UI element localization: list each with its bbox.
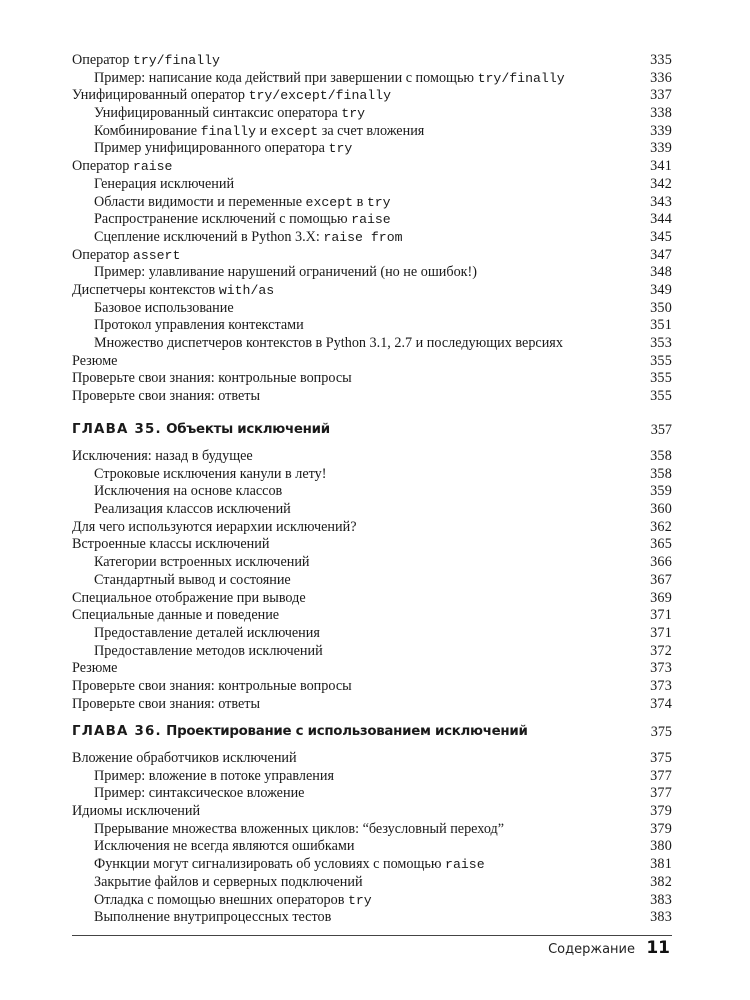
title-text: Унифицированный синтаксис оператора: [94, 105, 342, 122]
footer-section-label: Содержание: [548, 942, 635, 957]
title-text: Проверьте свои знания: ответы: [72, 695, 260, 712]
title-text: Категории встроенных исключений: [94, 554, 310, 571]
title-text: Закрытие файлов и серверных подключений: [94, 873, 363, 890]
code-keyword: try: [328, 141, 353, 157]
toc-page-number: 344: [650, 211, 672, 228]
toc-page-number: 336: [650, 69, 672, 86]
toc-page-number: 379: [650, 803, 672, 820]
toc-page-number: 343: [650, 193, 672, 210]
chapter-title: [72, 722, 528, 742]
title-text: Оператор: [72, 52, 133, 68]
toc-entry: [72, 536, 672, 554]
toc-page-number: 335: [650, 52, 672, 68]
title-text: Проверьте свои знания: контрольные вопросы: [72, 370, 352, 387]
toc-entry-title: [94, 821, 504, 839]
code-keyword: try: [347, 892, 372, 908]
toc-page-number: 372: [650, 642, 672, 659]
title-text: Базовое использование: [94, 299, 234, 316]
toc-entry-title: [94, 105, 365, 123]
title-text: Диспетчеры контекстов: [72, 281, 219, 298]
toc-entry-title: [94, 317, 304, 335]
toc-entry-title: [94, 874, 363, 892]
toc-page-number: 360: [650, 501, 672, 518]
title-text: за счет вложения: [318, 122, 425, 139]
toc-page-number: 345: [650, 228, 672, 245]
toc-subentry: [72, 229, 672, 247]
toc-entry-title: [72, 353, 117, 371]
code-keyword: try/finally: [132, 53, 220, 68]
toc-page-number: 367: [650, 571, 672, 588]
chapter-title-text: Объекты исключений: [166, 422, 330, 437]
toc-section-chapter-35: [72, 420, 672, 713]
title-text: Специальные данные и поведение: [72, 607, 280, 624]
chapter-heading: [72, 722, 672, 750]
title-text: Пример: написание кода действий при завершении с помощью: [94, 69, 478, 86]
toc-page-number: 374: [650, 695, 672, 712]
toc-section-1: [72, 52, 672, 406]
toc-subentry: [72, 70, 672, 88]
toc-page-number: 355: [650, 352, 672, 369]
toc-page-number: 350: [650, 299, 672, 316]
toc-subentry: [72, 643, 672, 661]
toc-page-number: 383: [650, 909, 672, 926]
toc-entry-title: [94, 264, 477, 282]
toc-entry-title: [94, 194, 391, 212]
title-text: Предоставление методов исключений: [94, 642, 323, 659]
title-text: Исключения не всегда являются ошибками: [94, 838, 355, 855]
title-text: Предоставление деталей исключения: [94, 624, 320, 641]
toc-page-number: 349: [650, 281, 672, 298]
toc-entry-title: [72, 370, 352, 388]
toc-page-number: 347: [650, 246, 672, 263]
title-text: Оператор: [72, 246, 133, 263]
toc-page-number: 380: [650, 838, 672, 855]
toc-entry-title: [94, 643, 323, 661]
toc-subentry: [72, 335, 672, 353]
toc-page-number: 355: [650, 388, 672, 405]
title-text: Функции могут сигнализировать об условиях с помощью: [94, 856, 446, 873]
toc-subentry: [72, 176, 672, 194]
toc-entry-title: [72, 448, 253, 466]
toc-entry: [72, 696, 672, 714]
toc-subentry: [72, 874, 672, 892]
toc-entry-title: [94, 625, 320, 643]
toc-subentry: [72, 909, 672, 927]
toc-entry-title: [94, 466, 327, 484]
title-text: Оператор: [72, 158, 133, 175]
toc-page-number: 382: [650, 873, 672, 890]
toc-page-number: 365: [650, 536, 672, 553]
footer-divider: [72, 935, 672, 936]
toc-entry: [72, 370, 672, 388]
title-text: Множество диспетчеров контекстов в Python 3.1, 2.7 и последующих версиях: [94, 335, 563, 351]
toc-page-number: 358: [650, 465, 672, 482]
title-text: Пример унифицированного оператора: [94, 140, 329, 157]
toc-entry-title: [94, 300, 234, 318]
toc-page-number: 348: [650, 264, 672, 281]
toc-subentry: [72, 821, 672, 839]
toc-page-number: 353: [650, 335, 672, 351]
toc-entry: [72, 519, 672, 537]
toc-entry-title: [94, 838, 354, 856]
toc-page-number: 383: [650, 891, 672, 908]
title-text: Строковые исключения канули в лету!: [94, 465, 327, 482]
title-text: Генерация исключений: [94, 175, 235, 192]
title-text: Реализация классов исключений: [94, 501, 291, 518]
toc-page-number: 358: [650, 448, 672, 464]
toc-entry: [72, 590, 672, 608]
title-text: Пример: улавливание нарушений ограничений (но не ошибок!): [94, 264, 477, 281]
toc-entry: [72, 750, 672, 768]
toc-page-number: 339: [650, 122, 672, 139]
toc-entry-title: [72, 696, 260, 714]
toc-entry-title: [72, 158, 172, 176]
toc-entry-title: [72, 282, 274, 300]
toc-entry: [72, 282, 672, 300]
toc-entry-title: [94, 483, 282, 501]
code-keyword: except: [270, 123, 319, 139]
toc-entry-title: [72, 519, 357, 537]
toc-entry-title: [94, 768, 334, 786]
chapter-prefix: ГЛАВА 36.: [72, 724, 162, 739]
toc-entry: [72, 353, 672, 371]
toc-page-number: 373: [650, 660, 672, 677]
toc-entry-title: [72, 536, 269, 554]
code-keyword: try/except/finally: [248, 88, 392, 104]
toc-page-number: 379: [650, 820, 672, 837]
toc-subentry: [72, 264, 672, 282]
toc-subentry: [72, 483, 672, 501]
code-keyword: assert: [132, 247, 181, 263]
toc-entry: [72, 803, 672, 821]
toc-entry-title: [94, 123, 424, 141]
toc-page-number: 375: [650, 750, 672, 766]
toc-entry-title: [94, 501, 291, 519]
code-keyword: raise from: [323, 229, 403, 245]
toc-entry-title: [72, 803, 200, 821]
toc-entry-title: [72, 750, 297, 768]
toc-subentry: [72, 838, 672, 856]
toc-page-number: 337: [650, 87, 672, 104]
toc-page-number: 362: [650, 518, 672, 535]
chapter-heading: [72, 420, 672, 448]
code-keyword: raise: [351, 212, 391, 228]
toc-subentry: [72, 501, 672, 519]
toc-entry-title: [72, 87, 391, 105]
code-keyword: raise: [445, 857, 485, 873]
toc-entry-title: [94, 70, 565, 88]
toc-subentry: [72, 785, 672, 803]
toc-entry-title: [94, 572, 291, 590]
code-keyword: raise: [132, 159, 173, 175]
toc-page-number: 373: [650, 677, 672, 694]
title-text: Выполнение внутрипроцессных тестов: [94, 909, 332, 926]
toc-subentry: [72, 768, 672, 786]
title-text: Области видимости и переменные: [94, 193, 306, 210]
title-text: Специальное отображение при выводе: [72, 589, 306, 606]
chapter-title: [72, 420, 330, 440]
toc-subentry: [72, 123, 672, 141]
toc-page-number: 339: [650, 140, 672, 157]
toc-subentry: [72, 466, 672, 484]
title-text: Проверьте свои знания: ответы: [72, 388, 260, 405]
toc-page-number: 369: [650, 589, 672, 606]
code-keyword: finally: [200, 123, 256, 139]
code-keyword: try: [366, 194, 391, 210]
title-text: Вложение обработчиков исключений: [72, 750, 297, 766]
toc-entry: [72, 448, 672, 466]
code-keyword: try: [341, 106, 366, 122]
toc-entry-title: [94, 211, 391, 229]
toc-page-number: 381: [650, 856, 672, 873]
title-text: Пример: вложение в потоке управления: [94, 767, 334, 784]
title-text: Протокол управления контекстами: [94, 317, 304, 334]
toc-page-number: 342: [650, 175, 672, 192]
toc-page-number: 351: [650, 317, 672, 334]
title-text: в: [353, 193, 367, 210]
toc-page-number: 355: [650, 370, 672, 387]
chapter-page-number: 357: [650, 422, 672, 438]
toc-subentry: [72, 625, 672, 643]
title-text: Прерывание множества вложенных циклов: “безусловный переход”: [94, 820, 505, 837]
toc-page-number: 377: [650, 767, 672, 784]
code-keyword: except: [305, 194, 354, 210]
toc-entry: [72, 87, 672, 105]
title-text: Стандартный вывод и состояние: [94, 571, 291, 588]
toc-page-number: 366: [650, 554, 672, 571]
title-text: Отладка с помощью внешних операторов: [94, 891, 348, 908]
toc-entry-title: [72, 660, 117, 678]
toc-entry-title: [94, 785, 304, 803]
title-text: Проверьте свои знания: контрольные вопросы: [72, 677, 352, 694]
toc-subentry: [72, 572, 672, 590]
toc-page-number: 371: [650, 624, 672, 641]
toc-page-number: 359: [650, 483, 672, 500]
title-text: Для чего используются иерархии исключений?: [72, 518, 357, 535]
toc-entry: [72, 660, 672, 678]
toc-entry-title: [94, 335, 563, 353]
toc-entry-title: [72, 52, 220, 70]
toc-subentry: [72, 105, 672, 123]
toc-entry: [72, 52, 672, 70]
title-text: Пример: синтаксическое вложение: [94, 785, 305, 802]
toc-entry: [72, 678, 672, 696]
title-text: Резюме: [72, 660, 118, 677]
title-text: Унифицированный оператор: [72, 87, 249, 104]
code-keyword: try/finally: [477, 70, 565, 86]
toc-entry-title: [94, 176, 234, 194]
title-text: Встроенные классы исключений: [72, 536, 270, 553]
toc-entry-title: [72, 247, 180, 265]
toc-page-number: 371: [650, 607, 672, 624]
toc-entry-title: [94, 892, 372, 910]
footer-page-number: 11: [646, 938, 670, 958]
toc-entry-title: [94, 909, 331, 927]
toc-subentry: [72, 856, 672, 874]
toc-subentry: [72, 300, 672, 318]
toc-entry-title: [94, 554, 310, 572]
title-text: Комбинирование: [94, 122, 201, 139]
code-keyword: with/as: [218, 282, 275, 298]
toc-page-number: 377: [650, 785, 672, 802]
toc-entry: [72, 388, 672, 406]
toc-page-number: 341: [650, 158, 672, 175]
toc-entry-title: [72, 388, 260, 406]
toc-subentry: [72, 140, 672, 158]
toc-entry-title: [72, 678, 352, 696]
toc-entry-title: [94, 229, 403, 247]
toc-entry-title: [94, 856, 485, 874]
toc-entry: [72, 158, 672, 176]
toc-entry-title: [94, 140, 352, 158]
toc-entry-title: [72, 590, 306, 608]
toc-entry: [72, 607, 672, 625]
title-text: Резюме: [72, 352, 118, 369]
title-text: Идиомы исключений: [72, 803, 201, 820]
toc-subentry: [72, 892, 672, 910]
toc-page-number: 338: [650, 105, 672, 122]
toc-subentry: [72, 317, 672, 335]
toc-section-chapter-36: [72, 722, 672, 927]
chapter-prefix: ГЛАВА 35.: [72, 422, 162, 437]
toc-subentry: [72, 211, 672, 229]
title-text: и: [256, 122, 271, 139]
toc-subentry: [72, 194, 672, 212]
title-text: Распространение исключений с помощью: [94, 211, 352, 228]
title-text: Исключения на основе классов: [94, 483, 283, 500]
chapter-title-text: Проектирование с использованием исключений: [166, 724, 528, 739]
toc-subentry: [72, 554, 672, 572]
title-text: Сцепление исключений в Python 3.X:: [94, 228, 324, 245]
toc-entry: [72, 247, 672, 265]
title-text: Исключения: назад в будущее: [72, 448, 253, 464]
chapter-page-number: 375: [650, 724, 672, 740]
toc-entry-title: [72, 607, 279, 625]
